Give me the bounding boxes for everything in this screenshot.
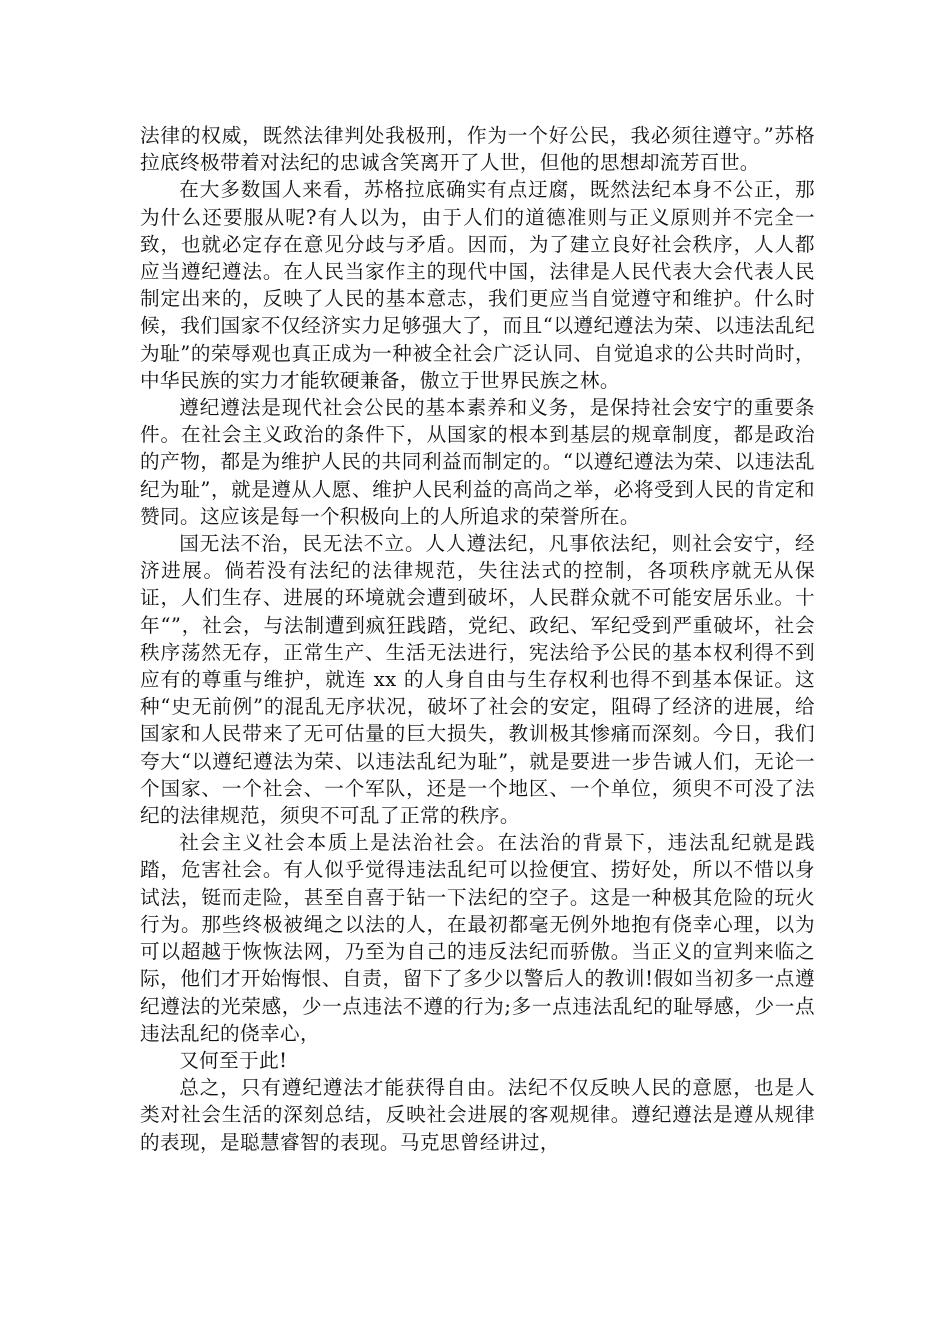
paragraph-5: 社会主义社会本质上是法治社会。在法治的背景下，违法乱纪就是践踏，危害社会。有人似乎觉得违法乱纪可以捡便宜、捞好处，所以不惜以身试法，铤而走险，甚至自喜于钻一下法纪的空子。这是一种极其危险的玩火行为。那些终极被绳之以法的人，在最初都毫无例外地抱有侥幸心理，以为可以超越于恢恢法网，乃至为自己的违反法纪而骄傲。当正义的宣判来临之际，他们才开始悔恨、自责，留下了多少以警后人的教训!假如当初多一点遵纪遵法的光荣感，少一点违法不遵的行为;多一点违法乱纪的耻辱感，少一点违法乱纪的侥幸心， — [140, 831, 815, 1045]
paragraph-4: 国无法不治，民无法不立。人人遵法纪，凡事依法纪，则社会安宁，经济进展。倘若没有法纪的法律规范，失往法式的控制，各项秩序就无从保证，人们生存、进展的环境就会遭到破坏，人民群众就不可能安居乐业。十年“”，社会，与法制遭到疯狂践踏，党纪、政纪、军纪受到严重破坏，社会秩序荡然无存，正常生产、生活无法进行，宪法给予公民的基本权利得不到应有的尊重与维护，就连 xx 的人身自由与生存权利也得不到基本保证。这种“史无前例”的混乱无序状况，破坏了社会的安定，阻碍了经济的进展，给国家和人民带来了无可估量的巨大损失，教训极其惨痛而深刻。今日，我们夸大“以遵纪遵法为荣、以违法乱纪为耻”，就是要进一步告诫人们，无论一个国家、一个社会、一个军队，还是一个地区、一个单位，须臾不可没了法纪的法律规范，须臾不可乱了正常的秩序。 — [140, 532, 815, 828]
paragraph-1: 法律的权威，既然法律判处我极刑，作为一个好公民，我必须往遵守。”苏格拉底终极带着对法纪的忠诚含笑离开了人世，但他的思想却流芳百世。 — [140, 124, 815, 175]
paragraph-6: 又何至于此! — [179, 1048, 288, 1072]
paragraph-2: 在大多数国人来看，苏格拉底确实有点迂腐，既然法纪本身不公正，那为什么还要服从呢?有人以为，由于人们的道德准则与正义原则并不完全一致，也就必定存在意见分歧与矛盾。因而，为了建立良好社会秩序，人人都应当遵纪遵法。在人民当家作主的现代中国，法律是人民代表大会代表人民制定出来的，反映了人民的基本意志，我们更应当自觉遵守和维护。什么时候，我们国家不仅经济实力足够强大了，而且“以遵纪遵法为荣、以违法乱纪为耻”的荣辱观也真正成为一种被全社会广泛认同、自觉追求的公共时尚时，中华民族的实力才能软硬兼备，傲立于世界民族之林。 — [140, 178, 815, 392]
paragraph-7: 总之，只有遵纪遵法才能获得自由。法纪不仅反映人民的意愿，也是人类对社会生活的深刻总结，反映社会进展的客观规律。遵纪遵法是遵从规律的表现，是聪慧睿智的表现。马克思曾经讲过， — [140, 1076, 815, 1154]
paragraph-3: 遵纪遵法是现代社会公民的基本素养和义务，是保持社会安宁的重要条件。在社会主义政治的条件下，从国家的根本到基层的规章制度，都是政治的产物，都是为维护人民的共同利益而制定的。“以遵纪遵法为荣、以违法乱纪为耻”，就是遵从人愿、维护人民利益的高尚之举，必将受到人民的肯定和赞同。这应该是每一个积极向上的人所追求的荣誉所在。 — [140, 396, 815, 528]
document-page — [140, 122, 815, 1156]
